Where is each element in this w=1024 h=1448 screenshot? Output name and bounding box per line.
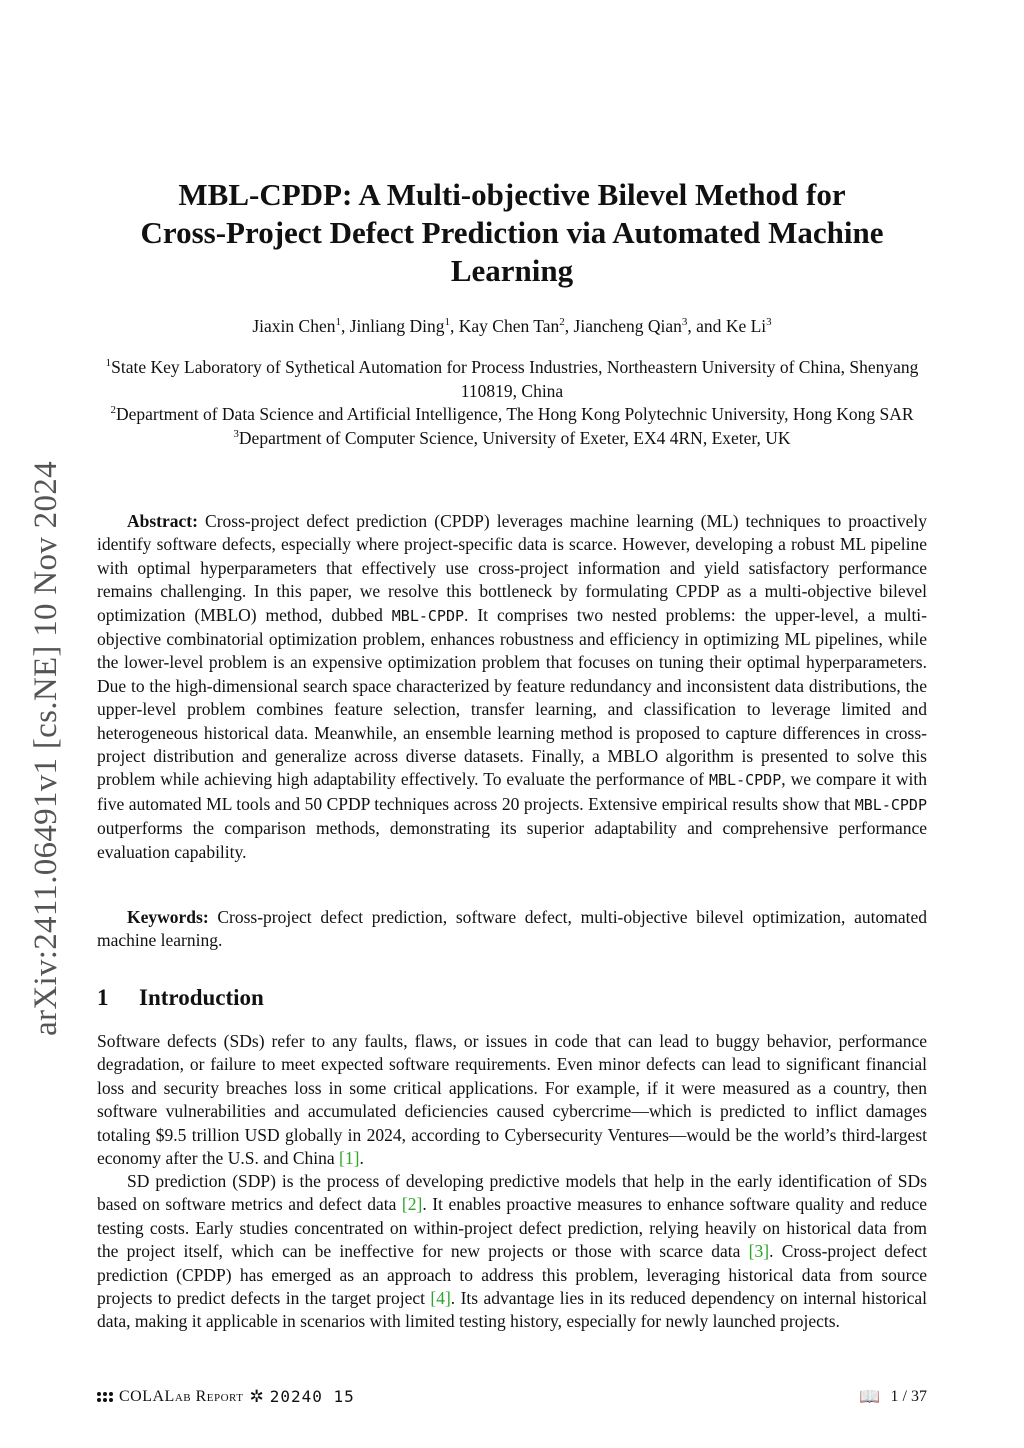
keywords-label: Keywords: (127, 907, 209, 927)
keywords-paragraph (97, 906, 927, 953)
affiliation-mark: 2 (110, 404, 116, 417)
affiliation-mark: 3 (233, 427, 239, 440)
abstract-text: . It comprises two nested problems: the upper-level, a multi-objective combinatorial optimization problem, enhances robustness and efficiency in optimizing ML pipelines, while the lower-level problem is an expensive optimization problem that focuses on tuning their optimal hyperparameters. Due to the high-dimensional search space characterized by feature redundancy and inconsistent data distributions, the upper-level problem combines feature selection, transfer learning, and classification to leverage limited and heterogeneous historical data. Meanwhile, an ensemble learning method is proposed to capture differences in cross-project distribution and generalize across diverse datasets. Finally, a MBLO algorithm is presented to solve this problem while achieving high adaptability effectively. To evaluate the performance of (97, 604, 927, 790)
affiliation-text: Department of Computer Science, University of Exeter, EX4 4RN, Exeter, UK (238, 427, 791, 448)
paragraph-text: . (359, 1148, 364, 1169)
title-line-2: Cross-Project Defect Prediction via Automated Machine (140, 215, 884, 250)
author-name: Kay Chen Tan (458, 316, 560, 336)
report-brand: COLALab Report (119, 1388, 244, 1405)
abstract-text: Cross-project defect prediction (CPDP) leverages machine learning (ML) techniques to proactively identify software defects, especially where project-specific data is scarce. However, developing a robust ML pipeline with optimal hyperparameters that effectively use cross-project information and yield satisfactory performance remains challenging. In this paper, we resolve this bottleneck by formulating CPDP as a multi-objective bilevel optimization (MBLO) method, dubbed (97, 511, 927, 625)
page-footer (97, 1385, 927, 1409)
affiliation-item (97, 427, 927, 451)
method-name-code: MBL-CPDP (854, 795, 927, 814)
author-affil-mark: 1 (444, 316, 451, 329)
paper-title (90, 176, 934, 290)
author-affil-mark: 2 (559, 316, 565, 329)
author-separator: , (564, 316, 574, 336)
author-separator: , (450, 316, 459, 336)
author-list (97, 314, 927, 338)
affiliation-text: State Key Laboratory of Sythetical Automation for Process Industries, Northeastern University of China, Shenyang 110819, China (111, 357, 919, 401)
report-date: 20240 15 (269, 1387, 355, 1406)
footer-left (97, 1385, 355, 1409)
section-title: Introduction (139, 985, 264, 1010)
author-affil-mark: 3 (681, 316, 688, 329)
author-name: Jiaxin Chen (252, 316, 336, 336)
citation-link[interactable]: [4] (430, 1288, 451, 1309)
method-name-code: MBL-CPDP (709, 771, 782, 790)
intro-paragraph-2 (97, 1170, 927, 1334)
paragraph-text: SD prediction (SDP) is the process of developing predictive models that help in the early identification of SDs based on software metrics and defect data (97, 1171, 927, 1215)
abstract-text: , we compare it with five automated ML tools and 50 CPDP techniques across 20 projects. Extensive empirical results show that (97, 769, 928, 814)
keywords-text: Cross-project defect prediction, software defect, multi-objective bilevel optimization, automated machine learning. (97, 907, 927, 951)
citation-link[interactable]: [1] (339, 1148, 360, 1169)
author-separator: , (340, 316, 350, 336)
author-name: Jiancheng Qian (573, 316, 682, 336)
section-heading-introduction (97, 984, 927, 1012)
author-name: Ke Li (725, 316, 767, 336)
affiliation-list (97, 356, 927, 450)
title-line-3: Learning (450, 253, 574, 288)
paragraph-text: . Its advantage lies in its reduced dependency on internal historical data, making it applicable in scenarios with limited testing history, especially for newly launched projects. (97, 1288, 927, 1332)
citation-link[interactable]: [2] (401, 1194, 423, 1215)
arxiv-side-stamp (26, 446, 66, 1050)
author-separator: , and (687, 316, 726, 336)
book-icon: 📖 (859, 1387, 881, 1406)
gear-icon: ✲ (249, 1387, 264, 1406)
dots-grid-icon (97, 1392, 113, 1402)
affiliation-item (97, 403, 927, 427)
author-affil-mark: 3 (766, 316, 772, 329)
paragraph-text: . It enables proactive measures to enhance software quality and reduce testing costs. Early studies concentrated on within-project defect prediction, relying heavily on historical data from the project itself, which can be ineffective for new projects or those with scarce data (97, 1194, 927, 1262)
abstract-paragraph (97, 510, 927, 864)
affiliation-text: Department of Data Science and Artificial Intelligence, The Hong Kong Polytechnic University, Hong Kong SAR (115, 404, 914, 424)
author-affil-mark: 1 (335, 316, 341, 329)
author-name: Jinliang Ding (349, 316, 445, 336)
arxiv-identifier: arXiv:2411.06491v1 [cs.NE] 10 Nov 2024 (27, 460, 64, 1036)
title-line-1: MBL-CPDP: A Multi-objective Bilevel Method for (178, 177, 846, 212)
intro-paragraph-1 (97, 1030, 927, 1170)
affiliation-item (97, 356, 927, 403)
citation-link[interactable]: [3] (748, 1241, 770, 1262)
section-number: 1 (97, 985, 109, 1010)
footer-right (859, 1385, 927, 1409)
abstract-label: Abstract: (127, 511, 198, 531)
paragraph-text: Software defects (SDs) refer to any faults, flaws, or issues in code that can lead to buggy behavior, performance degradation, or failure to meet expected software requirements. Even minor defects can lead to significant financial loss and security breaches loss in some critical applications. For example, if it were measured as a country, then software vulnerabilities and accumulated deficiencies caused cybercrime—which is predicted to inflict damages totaling $9.5 trillion USD globally in 2024, according to Cybersecurity Ventures—would be the world’s third-largest economy after the U.S. and China (97, 1031, 927, 1169)
page-counter: 1 / 37 (890, 1388, 927, 1405)
affiliation-mark: 1 (105, 357, 112, 370)
abstract-text: outperforms the comparison methods, demonstrating its superior adaptability and comprehensive performance evaluation capability. (97, 818, 927, 862)
method-name-code: MBL-CPDP (391, 606, 465, 625)
paragraph-text: . Cross-project defect prediction (CPDP) has emerged as an approach to address this problem, leveraging historical data from source projects to predict defects in the target project (97, 1241, 927, 1309)
